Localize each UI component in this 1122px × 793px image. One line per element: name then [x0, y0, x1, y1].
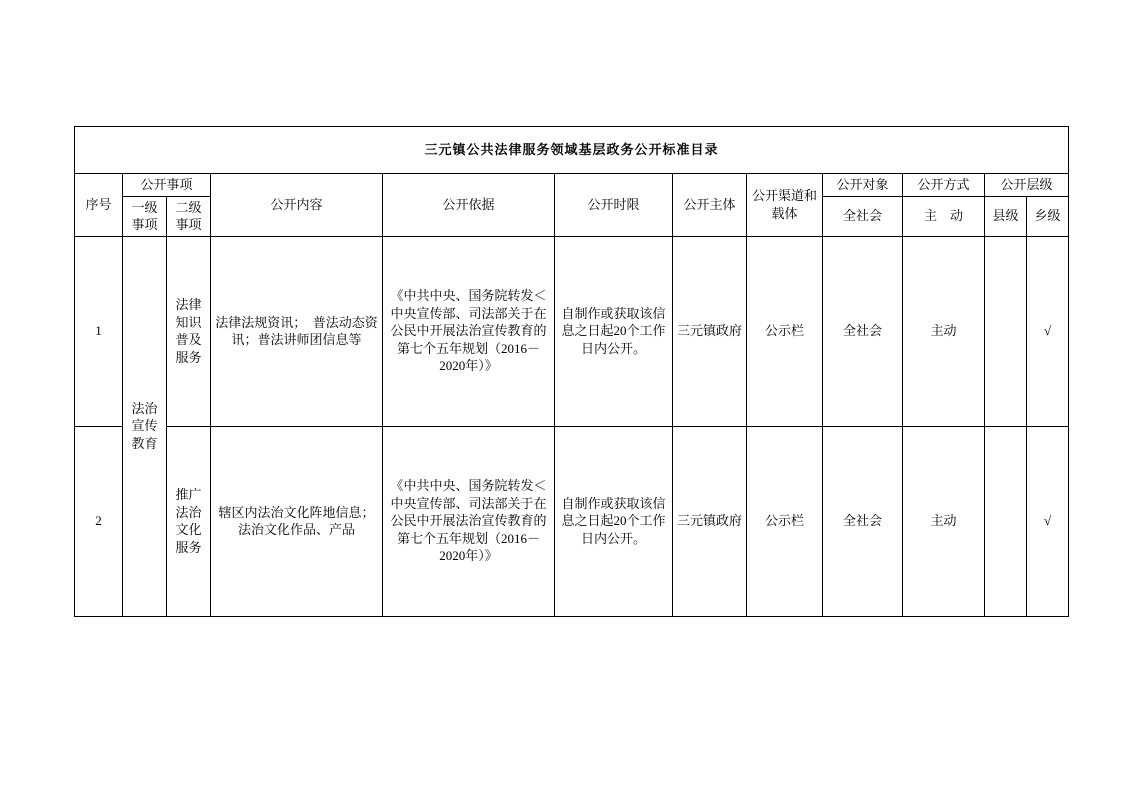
- row-mode: 主动: [903, 426, 985, 616]
- row-subject: 三元镇政府: [673, 426, 747, 616]
- row-channel: 公示栏: [747, 236, 823, 426]
- header-mode-group: 公开方式: [903, 174, 985, 197]
- row-seq: 2: [75, 426, 123, 616]
- header-level-group: 公开层级: [985, 174, 1069, 197]
- row-subject: 三元镇政府: [673, 236, 747, 426]
- row-content: 辖区内法治文化阵地信息；法治文化作品、产品: [211, 426, 383, 616]
- header-subject: 公开主体: [673, 174, 747, 237]
- header-level-county: 县级: [985, 196, 1027, 236]
- row-mode: 主动: [903, 236, 985, 426]
- row-level-county: [985, 426, 1027, 616]
- header-object-value: 全社会: [823, 196, 903, 236]
- header-time-limit: 公开时限: [555, 174, 673, 237]
- row-basis: 《中共中央、国务院转发＜中央宣传部、司法部关于在公民中开展法治宣传教育的第七个五年规划（2016－2020年）》: [383, 426, 555, 616]
- row-level-county: [985, 236, 1027, 426]
- table-title-row: [75, 127, 1069, 174]
- row-level2: 法律知识普及服务: [167, 236, 211, 426]
- header-content: 公开内容: [211, 174, 383, 237]
- row-time-limit: 自制作或获取该信息之日起20个工作日内公开。: [555, 236, 673, 426]
- header-level-town: 乡级: [1027, 196, 1069, 236]
- header-channel: 公开渠道和载体: [747, 174, 823, 237]
- header-object-group: 公开对象: [823, 174, 903, 197]
- header-basis: 公开依据: [383, 174, 555, 237]
- row-channel: 公示栏: [747, 426, 823, 616]
- row-level-town: √: [1027, 426, 1069, 616]
- header-level2: 二级事项: [167, 196, 211, 236]
- page-title: 三元镇公共法律服务领域基层政务公开标准目录: [75, 127, 1069, 174]
- row-level2: 推广法治文化服务: [167, 426, 211, 616]
- header-public-items: 公开事项: [123, 174, 211, 197]
- table-row: [75, 426, 1069, 616]
- disclosure-catalog-table: [74, 126, 1069, 617]
- row-level1: 法治宣传教育: [123, 236, 167, 616]
- row-object: 全社会: [823, 426, 903, 616]
- row-seq: 1: [75, 236, 123, 426]
- row-level-town: √: [1027, 236, 1069, 426]
- table-row: [75, 236, 1069, 426]
- row-basis: 《中共中央、国务院转发＜中央宣传部、司法部关于在公民中开展法治宣传教育的第七个五年规划（2016－2020年）》: [383, 236, 555, 426]
- row-object: 全社会: [823, 236, 903, 426]
- header-mode-value: 主 动: [903, 196, 985, 236]
- table-header-row-1: [75, 174, 1069, 197]
- header-seq: 序号: [75, 174, 123, 237]
- row-time-limit: 自制作或获取该信息之日起20个工作日内公开。: [555, 426, 673, 616]
- row-content: 法律法规资讯； 普法动态资讯；普法讲师团信息等: [211, 236, 383, 426]
- header-level1: 一级事项: [123, 196, 167, 236]
